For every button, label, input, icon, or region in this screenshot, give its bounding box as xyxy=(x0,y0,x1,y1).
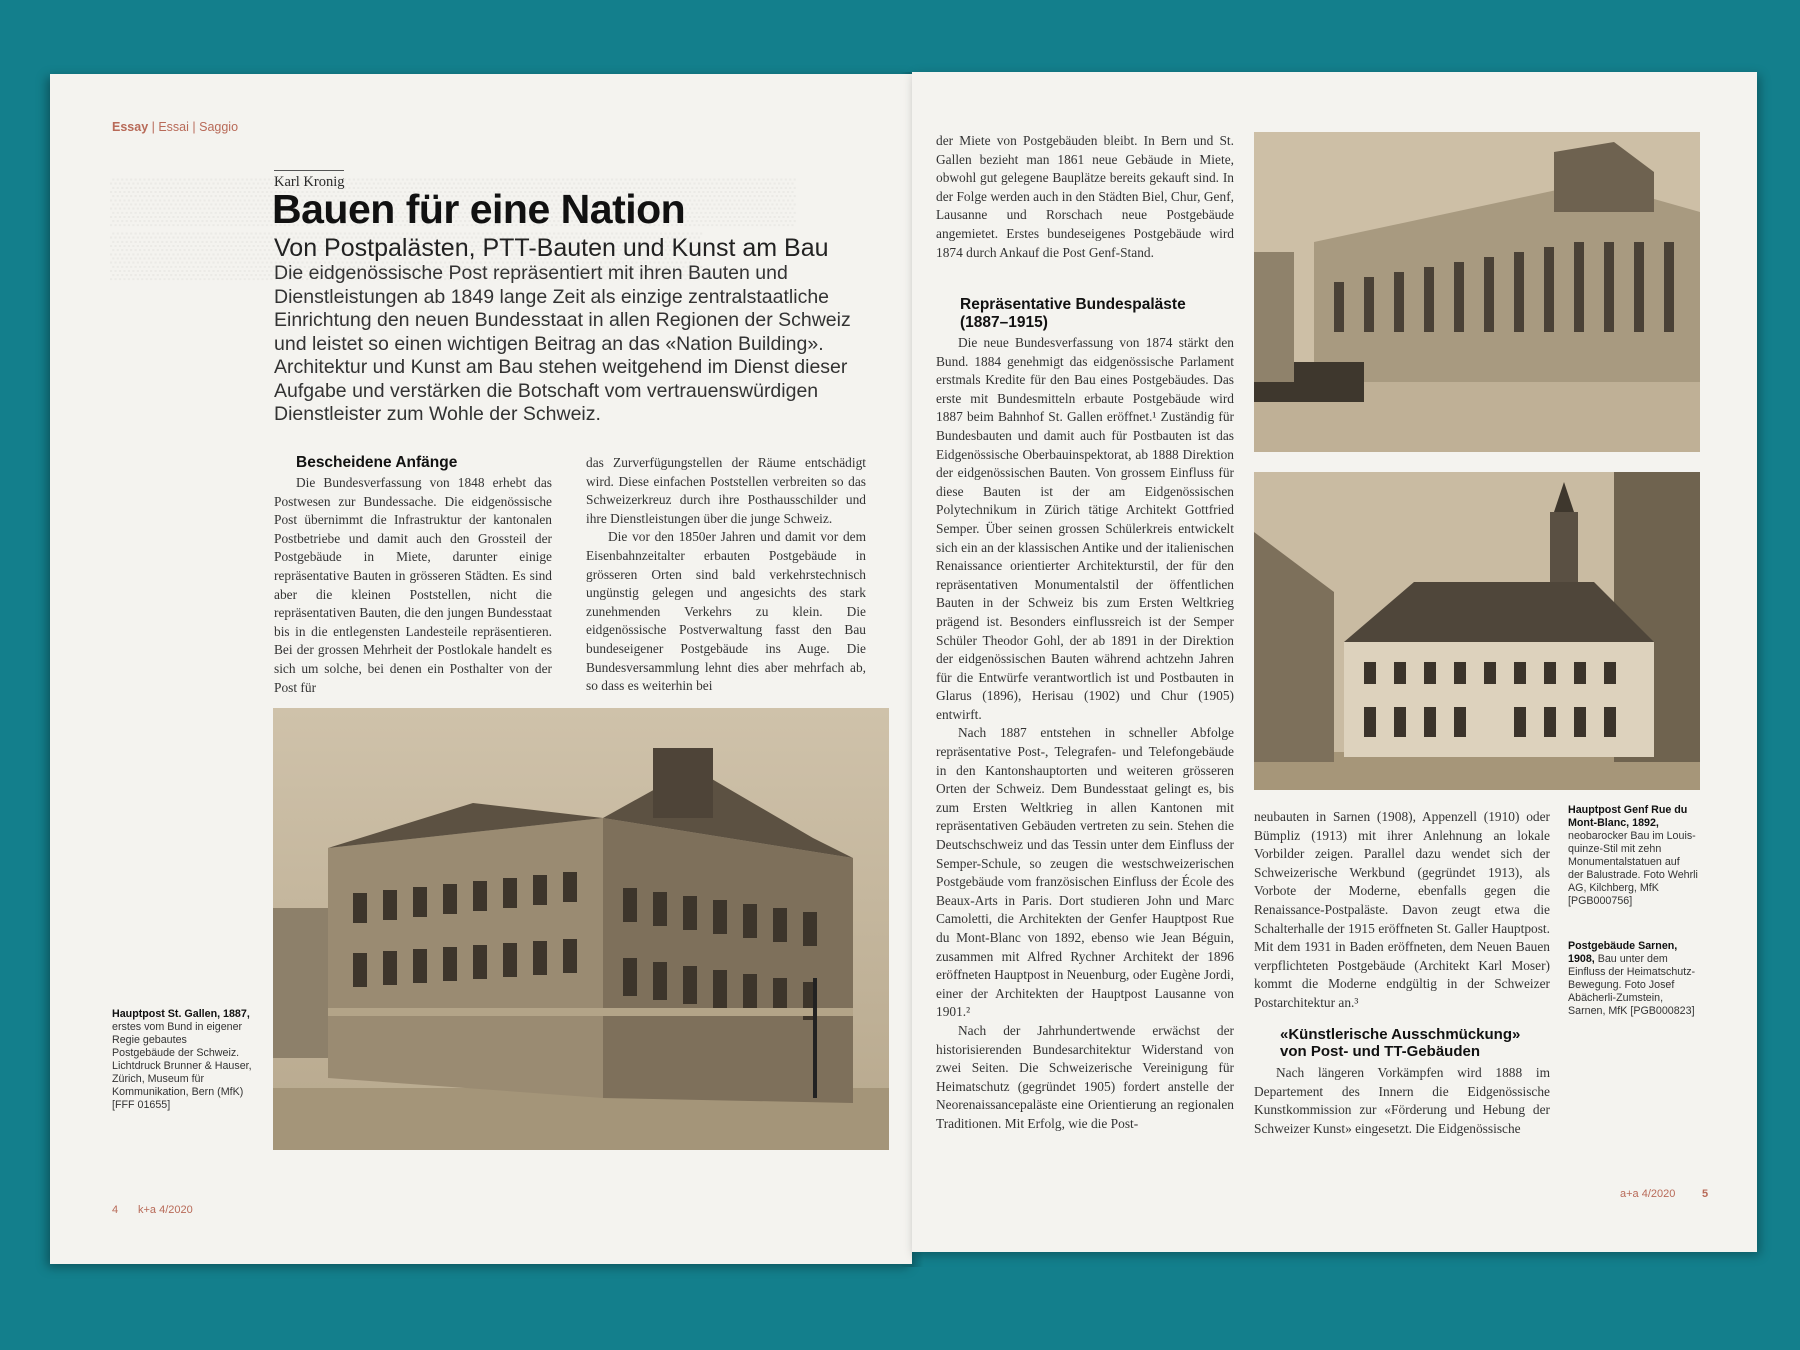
building-illustration xyxy=(1254,132,1700,452)
paragraph: Die Bundesverfassung von 1848 erhebt das Postwesen zur Bundessache. Die eidgenössische Post übernimmt die Infrastruktur der kantonalen Postbetriebe und damit auch den Grossteil der Postgebäude in Miete, darunter einige repräsentative Bauten in grösseren Städten. Es sind aber die kleinen Poststellen, nicht die repräsentativen Bauten, die den jungen Bundesstaat bis in die entlegensten Landesteile repräsentieren. Bei der grossen Mehrheit der Postlokale handelt es sich um solche, bei denen ein Posthalter von der Post für xyxy=(274,475,552,695)
article-title: Bauen für eine Nation xyxy=(272,186,686,232)
page-number: 5 xyxy=(1702,1188,1709,1200)
text-column-2-cont xyxy=(1254,1064,1550,1138)
photo-caption-genf: Hauptpost Genf Rue du Mont-Blanc, 1892, neobarocker Bau im Louis-quinze-Stil mit zehn Monumentalstatuen auf der Balustrade. Foto Wehrli AG, Kilchberg, MfK [PGB000756] xyxy=(1568,804,1698,907)
building-illustration xyxy=(273,708,889,1150)
magazine-issue: a+a 4/2020 xyxy=(1620,1188,1676,1200)
left-page xyxy=(50,74,912,1264)
magazine-issue: k+a 4/2020 xyxy=(138,1204,193,1216)
text-column-1 xyxy=(274,474,552,697)
page-number: 4 xyxy=(112,1204,119,1216)
right-page xyxy=(912,72,1757,1252)
article-lead: Die eidgenössische Post repräsentiert mit ihren Bauten und Dienstleistungen ab 1849 lange Zeit als einzige zentralstaatliche Einrichtung den neuen Bundesstaat in allen Regionen der Schweiz und leistet so einen wichtigen Beitrag an das «Nation Building». Architektur und Kunst am Bau stehen weitgehend im Dienst dieser Aufgabe und verstärken die Botschaft vom vertrauenswürdigen Dienstleister zum Wohle der Schweiz. xyxy=(274,262,851,425)
photo-caption-st-gallen: Hauptpost St. Gallen, 1887, erstes vom Bund in eigener Regie gebautes Postgebäude der Schweiz. Lichtdruck Brunner & Hauser, Zürich, Museum für Kommunikation, Bern (MfK) [FFF 01655] xyxy=(112,1008,252,1111)
paragraph: das Zurverfügungstellen der Räume entschädigt wird. Diese einfachen Poststellen verbreiten so das Schweizerkreuz durch ihre Posthausschilder und ihre Dienstleistungen über die junge Schweiz. xyxy=(586,455,866,526)
photo-caption-sarnen: Postgebäude Sarnen, 1908, Bau unter dem Einfluss der Heimatschutz-Bewegung. Foto Josef Abächerli-Zumstein, Sarnen, MfK [PGB000823] xyxy=(1568,940,1696,1017)
paragraph: Die vor den 1850er Jahren und damit vor dem Eisenbahnzeitalter erbauten Postgebäude in grösseren Orten sind bald verkehrstechnisch ungünstig gelegen und angesichts des stark zunehmenden Verkehrs zu klein. Die eidgenössische Postverwaltung fasst den Bau bundeseigener Postgebäude ins Auge. Die Bundesversammlung lehnt dies aber mehrfach ab, so dass es weiterhin bei xyxy=(586,529,866,694)
paragraph: Die neue Bundesverfassung von 1874 stärkt den Bund. 1884 genehmigt das eidgenössische Parlament erstmals Kredite für den Bau eines Postgebäudes. Das erste mit Bundesmitteln erbaute Postgebäude wird 1887 beim Bahnhof St. Gallen eröffnet.¹ Zuständig für Bundesbauten und damit auch für Postbauten ist das Eidgenössische Oberbauinspektorat, ab 1888 Direktion der eidgenössischen Bauten. Von grossem Einfluss für diese Bauten ist der am Eidgenössischen Polytechnikum in Zürich tätige Architekt Gottfried Semper. Über seinen grossen Schülerkreis entwickelt sich ein an der klassischen Antike und der italienischen Renaissance orientierter Architekturstil, der für den repräsentativen Monumentalstil der öffentlichen Bauten in der Schweiz bis zum Ersten Weltkrieg prägend ist. Besonders einflussreich ist der Semper Schüler Theodor Gohl, der ab 1891 in der Direktion der eidgenössischen Bauten während achtzehn Jahren für die Entwürfe verantwortlich ist und Postbauten in Glarus (1896), Herisau (1902) und Chur (1905) entwirft. xyxy=(936,335,1234,722)
text-column-1-cont xyxy=(936,334,1234,1134)
paragraph: Nach der Jahrhundertwende erwächst der historisierenden Bundesarchitektur Widerstand von zwei Seiten. Die Schweizerische Vereinigung für Heimatschutz (gegründet 1905) fordert anstelle der Neorenaissancepaläste eine Orientierung an regionalen Traditionen. Mit Erfolg, wie die Post- xyxy=(936,1022,1234,1131)
photo-hauptpost-st-gallen xyxy=(273,708,889,1150)
section-rubric: Essay | Essai | Saggio xyxy=(112,120,239,134)
text-column-1 xyxy=(936,132,1234,262)
paragraph: Nach 1887 entstehen in schneller Abfolge repräsentative Post-, Telegrafen- und Telefongebäude in den Kantonshauptorten und weiteren grösseren Orten der Schweiz. Dem Bundesstaat gelingt es, bis zum Ersten Weltkrieg in allen Kantonen mit repräsentativen Gebäuden vertreten zu sein. Stehen die Deutschschweiz und das Tessin unter dem Einfluss der Semper-Schule, so zeugen die westschweizerischen Postgebäude vom französischen Einfluss der École des Beaux-Arts in Paris. Dort studieren John und Marc Camoletti, die Architekten der Genfer Hauptpost Rue du Mont-Blanc von 1892, ebenso wie Jean Béguin, zusammen mit Alfred Rychner Architekt der 1896 eröffneten Hauptpost in Neuenburg, oder Eugène Jordi, einer der Architekten der Hauptpost Lausanne von 1901.² xyxy=(936,725,1234,1020)
text-column-2 xyxy=(586,454,866,696)
author-name: Karl Kronig xyxy=(274,170,344,191)
paragraph: Nach längeren Vorkämpfen wird 1888 im Departement des Innern die Eidgenössische Kunstkommission zur «Förderung und Hebung der Schweizer Kunst» eingesetzt. Die Eidgenössische xyxy=(1254,1065,1550,1136)
article-subtitle: Von Postpalästen, PTT-Bauten und Kunst am Bau xyxy=(274,234,829,262)
section-heading: Bescheidene Anfänge xyxy=(296,454,458,471)
section-heading-kunst: «Künstlerische Ausschmückung» von Post- und TT-Gebäuden xyxy=(1280,1026,1521,1060)
photo-postgebaeude-sarnen xyxy=(1254,472,1700,790)
photo-hauptpost-genf xyxy=(1254,132,1700,452)
section-heading-bundespalaeste: Repräsentative Bundespaläste (1887–1915) xyxy=(960,296,1186,331)
building-illustration xyxy=(1254,472,1700,790)
paragraph: der Miete von Postgebäuden bleibt. In Bern und St. Gallen bezieht man 1861 neue Gebäude in Miete, obwohl gut gelegene Bauplätze bereits gekauft sind. In der Folge werden auch in den Städten Biel, Chur, Genf, Lausanne und Rorschach neue Postgebäude angemietet. Erstes bundeseigenes Postgebäude wird 1874 durch Ankauf die Post Genf-Stand. xyxy=(936,133,1234,260)
text-column-2 xyxy=(1254,808,1550,1013)
paragraph: neubauten in Sarnen (1908), Appenzell (1910) oder Bümpliz (1913) mit ihrer Anlehnung an lokale Vorbilder zeigen. Parallel dazu wendet sich der Schweizerische Werkbund (gegründet 1913), als Vorbote der Moderne, ebenfalls gegen die Renaissance-Postpaläste. Davon zeugt etwa die Schalterhalle der 1915 eröffneten St. Galler Hauptpost. Mit dem 1931 in Baden eröffneten, dem Neuen Bauen verpflichteten Postgebäude (Architekt Karl Moser) kommt die Moderne endgültig in der Schweizer Postarchitektur an.³ xyxy=(1254,809,1550,1010)
